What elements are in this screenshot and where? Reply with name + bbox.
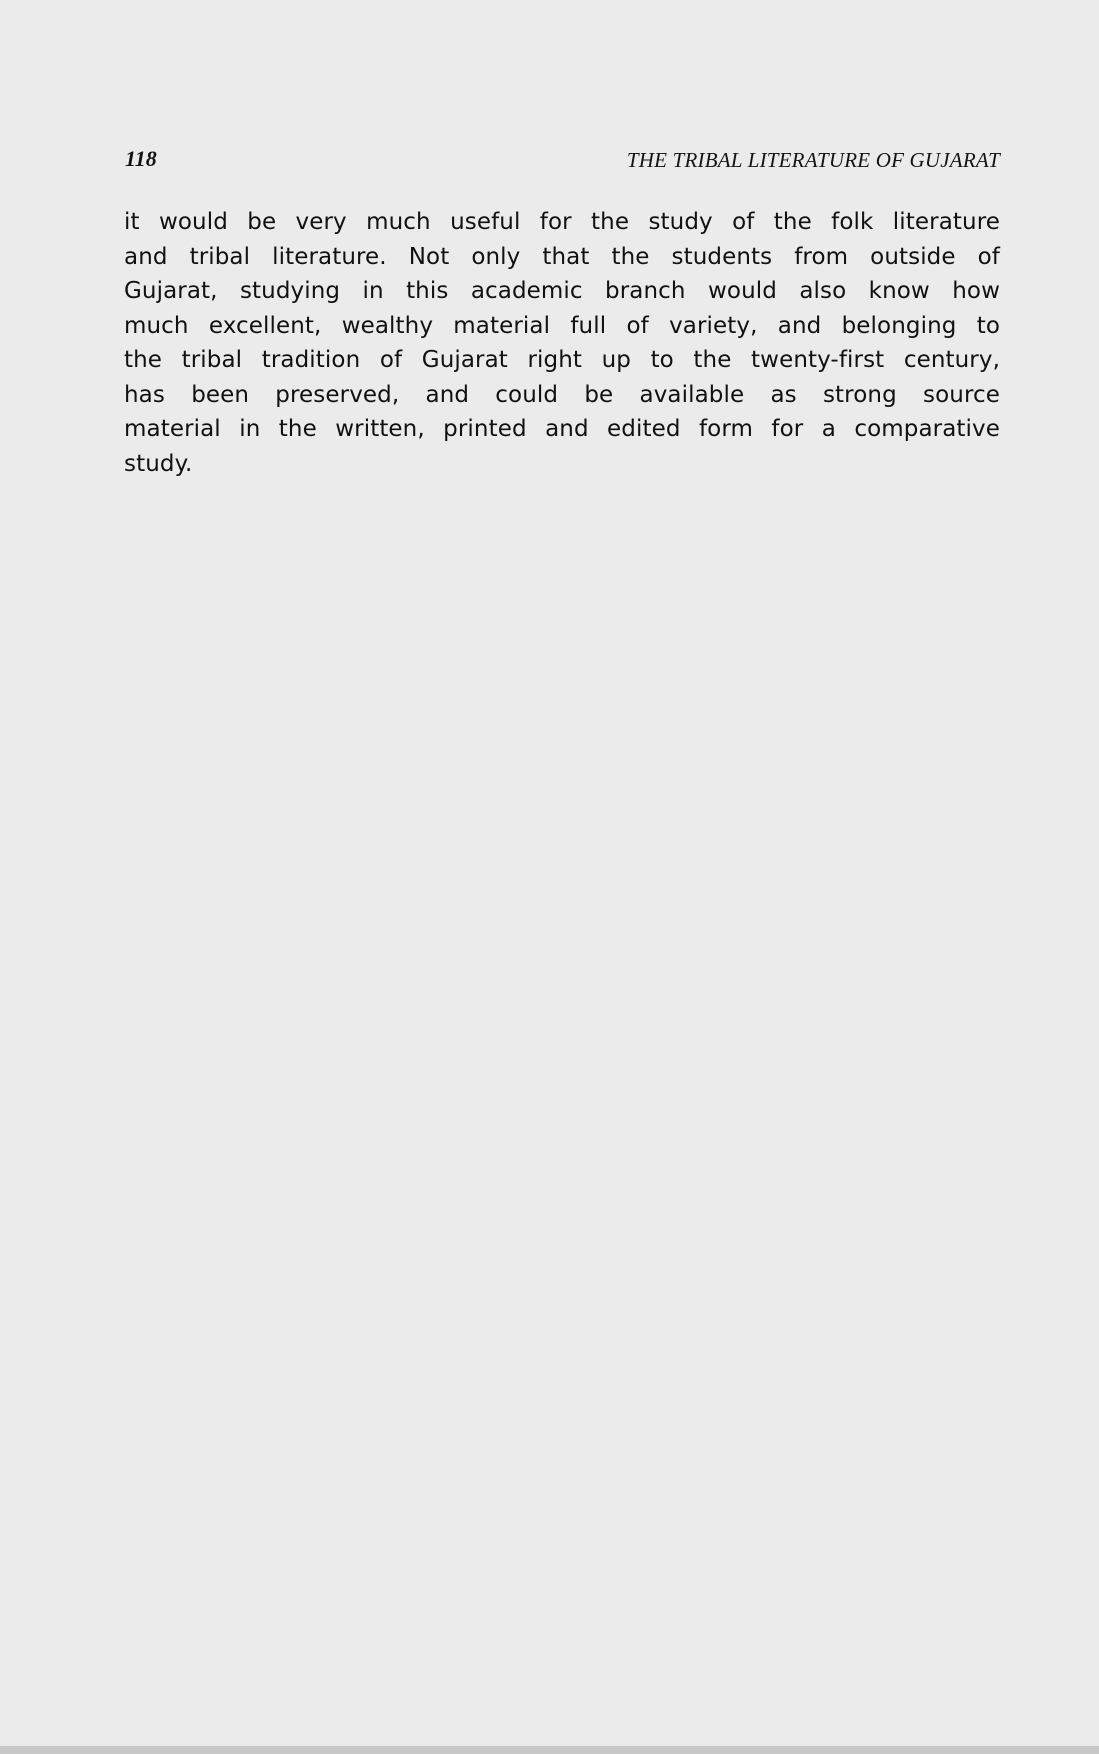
text-line: it would be very much useful for the study of the folk literature bbox=[124, 209, 1000, 235]
body-paragraph bbox=[124, 205, 1000, 481]
text-line: Gujarat, studying in this academic branch would also know how bbox=[124, 278, 1000, 304]
text-line: and tribal literature. Not only that the students from outside of bbox=[124, 243, 1000, 270]
text-line: the tribal tradition of Gujarat right up to the twenty-first century, bbox=[124, 347, 1000, 373]
page-header bbox=[125, 146, 1000, 178]
page-edge bbox=[0, 1746, 1099, 1754]
page-number: 118 bbox=[125, 146, 157, 171]
text-line: much excellent, wealthy material full of variety, and belonging to bbox=[124, 312, 1000, 339]
text-line: has been preserved, and could be available as strong source bbox=[124, 381, 1000, 408]
text-line: material in the written, printed and edited form for a comparative bbox=[124, 416, 1000, 442]
running-head: THE TRIBAL LITERATURE OF GUJARAT bbox=[626, 148, 1000, 172]
text-line: study. bbox=[124, 450, 193, 477]
